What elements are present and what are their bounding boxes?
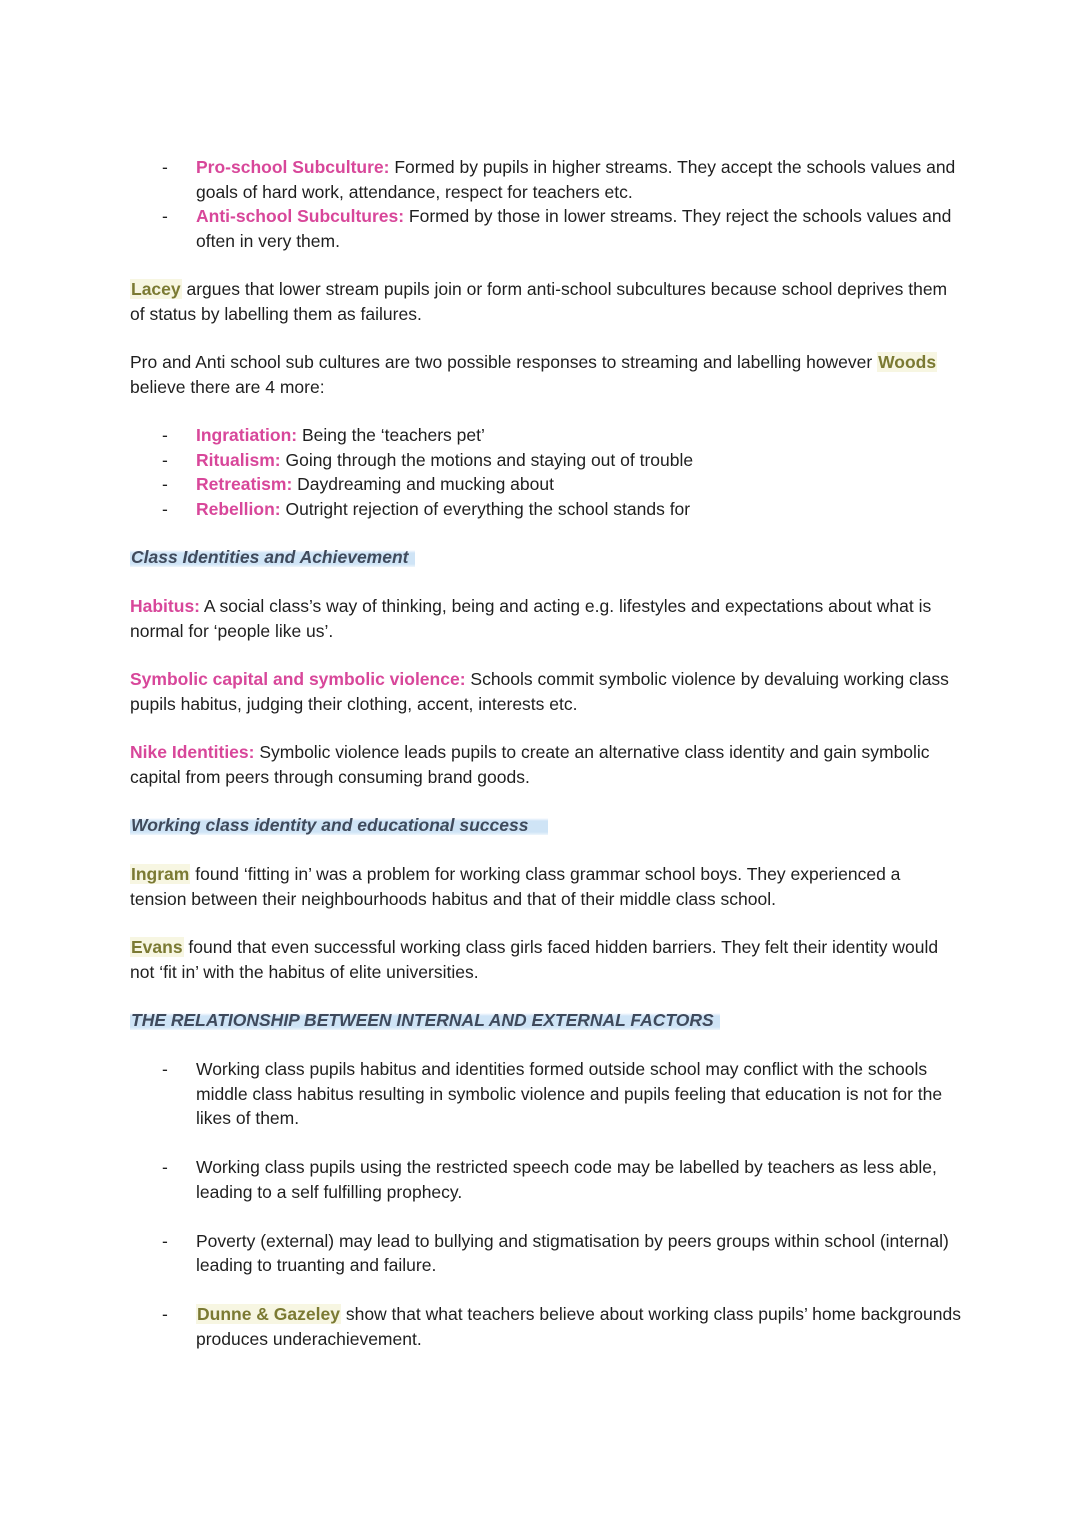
list-item <box>162 204 962 253</box>
definition-text: Being the ‘teachers pet’ <box>297 425 485 445</box>
paragraph-text: found that even successful working class girls faced hidden barriers. They felt their identity would not ‘fit in’ with the habitus of elite universities. <box>130 937 939 982</box>
bullet-dash: - <box>162 157 168 177</box>
factors-list <box>162 1057 962 1376</box>
sociologist-ingram: Ingram <box>131 864 190 884</box>
paragraph-habitus <box>130 594 960 643</box>
sociologist-evans: Evans <box>131 937 183 957</box>
term-pro-school: Pro-school Subculture: <box>196 157 390 177</box>
term-anti-school: Anti-school Subcultures: <box>196 206 405 226</box>
factor-text: Working class pupils using the restricted speech code may be labelled by teachers as less able, leading to a self fulfilling prophecy. <box>196 1157 937 1202</box>
list-item <box>162 1057 962 1131</box>
section-heading: Working class identity and educational success <box>130 813 548 838</box>
bullet-dash: - <box>162 206 168 226</box>
bullet-dash: - <box>162 449 168 470</box>
definition-text: Symbolic violence leads pupils to create an alternative class identity and gain symbolic capital from peers through consuming brand goods. <box>130 742 930 787</box>
section-heading: Class Identities and Achievement <box>130 545 415 570</box>
list-item <box>162 448 962 473</box>
paragraph-woods <box>130 350 960 399</box>
responses-list <box>162 423 962 521</box>
list-item <box>162 423 962 448</box>
bullet-dash: - <box>162 1059 168 1079</box>
definition-text: Outright rejection of everything the school stands for <box>280 498 691 519</box>
term-rebellion: Rebellion: <box>196 498 281 519</box>
bullet-dash: - <box>162 1230 168 1251</box>
definition-text: Formed by pupils in higher streams. They accept the schools values and goals of hard work, attendance, respect for teachers etc. <box>196 157 956 202</box>
sociologist-dunne-gazeley: Dunne & Gazeley <box>197 1304 340 1324</box>
sociologist-lacey: Lacey <box>131 279 181 299</box>
paragraph-nike <box>130 740 960 789</box>
paragraph-symbolic <box>130 667 960 716</box>
paragraph-text: argues that lower stream pupils join or form anti-school subcultures because school deprives them of status by labelling them as failures. <box>130 279 948 324</box>
paragraph-text: Pro and Anti school sub cultures are two possible responses to streaming and labelling however <box>130 352 878 372</box>
term-habitus: Habitus: <box>130 596 200 616</box>
bullet-dash: - <box>162 1157 168 1177</box>
term-ingratiation: Ingratiation: <box>196 425 298 445</box>
definition-text: A social class’s way of thinking, being and acting e.g. lifestyles and expectations about what is normal for ‘people like us’. <box>130 596 932 641</box>
factor-text: Poverty (external) may lead to bullying and stigmatisation by peers groups within school (internal) leading to truanting and failure. <box>196 1230 949 1275</box>
list-item <box>162 472 962 497</box>
definition-text: Formed by those in lower streams. They reject the schools values and often in very them. <box>196 206 952 251</box>
bullet-dash: - <box>162 425 168 445</box>
paragraph-evans <box>130 935 960 984</box>
factor-text: Working class pupils habitus and identities formed outside school may conflict with the schools middle class habitus resulting in symbolic violence and pupils feeling that education is not for the likes of them. <box>196 1059 943 1128</box>
bullet-dash: - <box>162 474 168 494</box>
definition-text: Going through the motions and staying out of trouble <box>280 449 694 470</box>
list-item <box>162 155 962 204</box>
paragraph-text: found ‘fitting in’ was a problem for working class grammar school boys. They experienced a tension between their neighbourhoods habitus and that of their middle class school. <box>130 864 901 909</box>
term-retreatism: Retreatism: <box>196 474 293 494</box>
definition-text: Daydreaming and mucking about <box>292 474 554 494</box>
definition-text: Schools commit symbolic violence by devaluing working class pupils habitus, judging their clothing, accent, interests etc. <box>130 669 949 714</box>
term-ritualism: Ritualism: <box>196 449 281 470</box>
paragraph-text: believe there are 4 more: <box>130 376 325 397</box>
list-item <box>162 1302 962 1351</box>
sociologist-woods: Woods <box>878 352 937 372</box>
term-nike-identities: Nike Identities: <box>130 742 255 762</box>
factor-text: show that what teachers believe about working class pupils’ home backgrounds produces underachievement. <box>196 1304 961 1349</box>
list-item <box>162 1155 962 1204</box>
subculture-list <box>162 155 962 253</box>
bullet-dash: - <box>162 1304 168 1324</box>
list-item <box>162 497 962 522</box>
paragraph-ingram <box>130 862 960 911</box>
paragraph-lacey <box>130 277 960 326</box>
bullet-dash: - <box>162 498 168 519</box>
section-heading: THE RELATIONSHIP BETWEEN INTERNAL AND EXTERNAL FACTORS <box>130 1008 720 1033</box>
term-symbolic-capital: Symbolic capital and symbolic violence: <box>130 669 466 689</box>
list-item <box>162 1229 962 1278</box>
